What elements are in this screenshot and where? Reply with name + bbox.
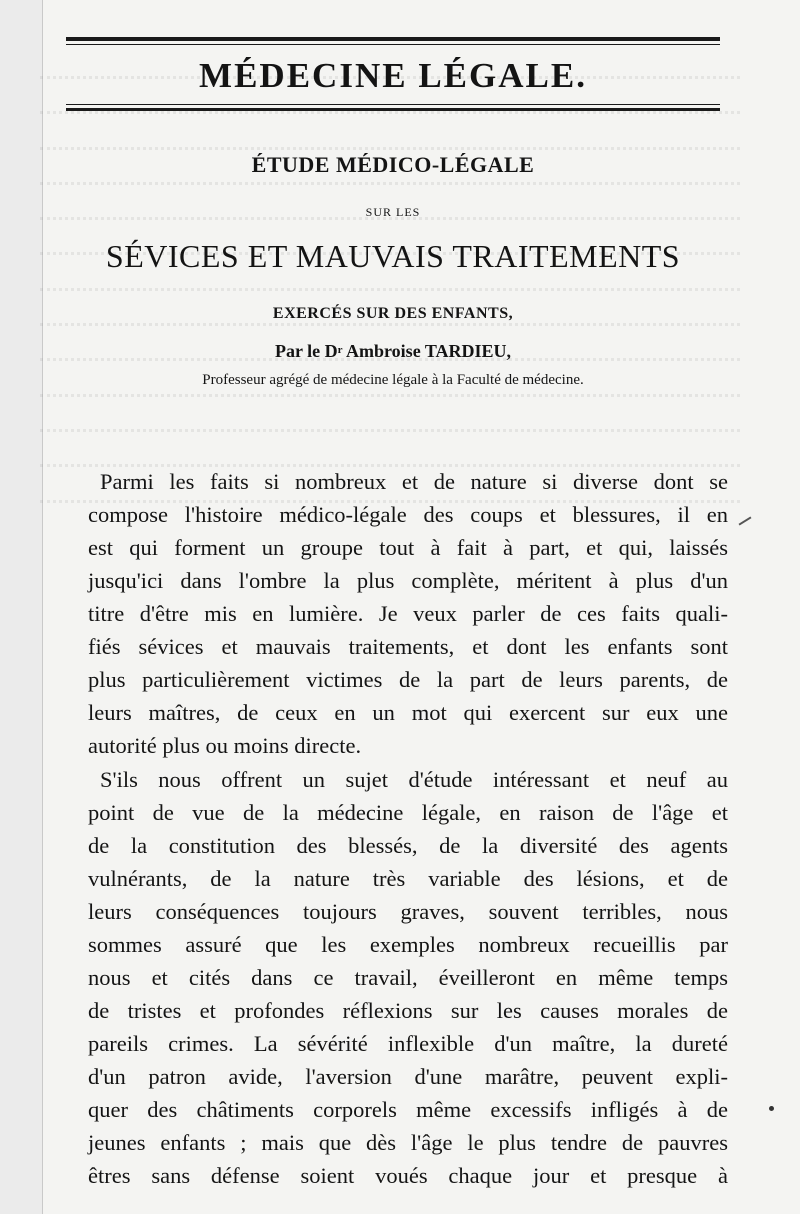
body-line: titre d'être mis en lumière. Je veux parler de ces faits quali- — [88, 601, 728, 626]
body-line: de la constitution des blessés, de la diversité des agents — [88, 833, 728, 858]
author-prefix: Par le D — [274, 341, 338, 361]
author-affiliation: Professeur agrégé de médecine légale à la Faculté de médecine. — [202, 372, 584, 388]
body-line: sommes assuré que les exemples nombreux recueillis par — [88, 932, 728, 957]
author-sup: r — [337, 344, 343, 356]
body-line: de tristes et profondes réflexions sur les causes morales de — [88, 998, 728, 1023]
body-line: jeunes enfants ; mais que dès l'âge le plus tendre de pauvres — [88, 1130, 728, 1155]
ink-speck — [769, 1106, 774, 1111]
header-rule-thin — [66, 44, 720, 45]
body-line: S'ils nous offrent un sujet d'étude intéressant et neuf au — [100, 767, 728, 792]
body-line: Parmi les faits si nombreux et de nature si diverse dont se — [100, 469, 728, 494]
body-line: jusqu'ici dans l'ombre la plus complète, méritent à plus d'un — [88, 568, 728, 593]
study-title: ÉTUDE MÉDICO-LÉGALE — [251, 152, 535, 177]
body-line: vulnérants, de la nature très variable des lésions, et de — [88, 866, 728, 891]
author-line — [66, 341, 720, 362]
body-line: point de vue de la médecine légale, en raison de l'âge et — [88, 800, 728, 825]
sur-les: SUR LES — [365, 205, 421, 219]
main-title: SÉVICES ET MAUVAIS TRAITEMENTS — [105, 238, 681, 274]
body-line: nous et cités dans ce travail, éveilleront en même temps — [88, 965, 728, 990]
body-line: pareils crimes. La sévérité inflexible d'un maître, la dureté — [88, 1031, 728, 1056]
body-line: plus particulièrement victimes de la part de leurs parents, de — [88, 667, 728, 692]
body-line: êtres sans défense soient voués chaque jour et presque à — [88, 1163, 728, 1188]
body-line: d'un patron avide, l'aversion d'une marâtre, peuvent expli- — [88, 1064, 728, 1089]
body-line: compose l'histoire médico-légale des coups et blessures, il en — [88, 502, 728, 527]
body-line: leurs maîtres, de ceux en un mot qui exercent sur eux une — [88, 700, 728, 725]
header-rule-thick — [66, 37, 720, 41]
section-title: MÉDECINE LÉGALE. — [199, 56, 587, 95]
body-line: fiés sévices et mauvais traitements, et dont les enfants sont — [88, 634, 728, 659]
body-line: leurs conséquences toujours graves, souvent terribles, nous — [88, 899, 728, 924]
author-name: Ambroise TARDIEU, — [346, 341, 512, 361]
body-line: quer des châtiments corporels même excessifs infligés à de — [88, 1097, 728, 1122]
body-line: autorité plus ou moins directe. — [88, 733, 362, 758]
body-line: est qui forment un groupe tout à fait à part, et qui, laissés — [88, 535, 728, 560]
subtitle: EXERCÉS SUR DES ENFANTS, — [272, 305, 514, 322]
show-through-texture — [40, 52, 740, 512]
header-rule-thin-bottom — [66, 104, 720, 105]
header-rule-thick-bottom — [66, 108, 720, 111]
